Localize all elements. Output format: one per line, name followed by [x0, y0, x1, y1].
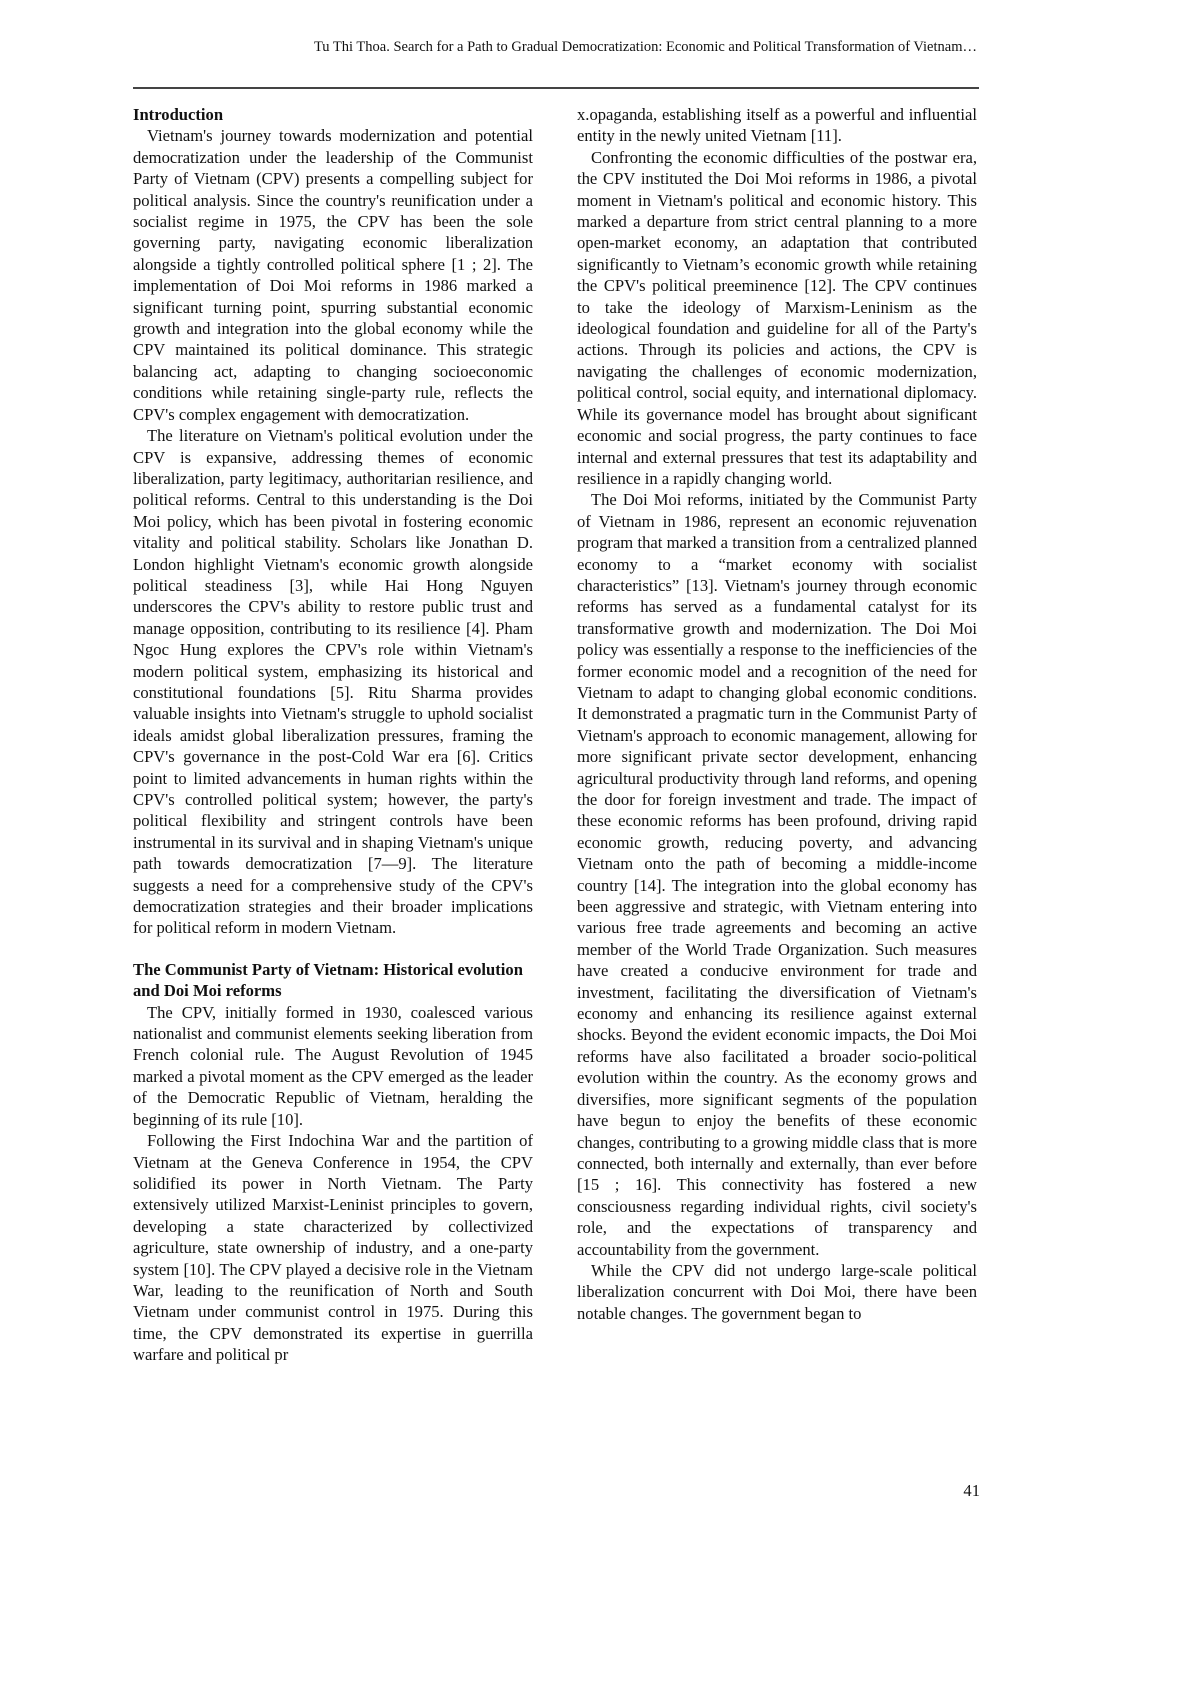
running-header: Tu Thi Thoa. Search for a Path to Gradual Democratization: Economic and Political Transformation of Vietnam… — [313, 39, 977, 55]
paragraph: While the CPV did not undergo large-scale political liberalization concurrent with Doi Moi, there have been notable changes. The government began to — [577, 1260, 977, 1323]
paragraph: The CPV, initially formed in 1930, coalesced various nationalist and communist elements seeking liberation from French colonial rule. The August Revolution of 1945 marked a pivotal moment as the CPV emerged as the leader of the Democratic Republic of Vietnam, heralding the beginning of its rule [10]. — [133, 1002, 533, 1129]
page-number: 41 — [963, 1481, 980, 1500]
header-rule — [133, 87, 979, 89]
paragraph: The Doi Moi reforms, initiated by the Communist Party of Vietnam in 1986, represent an economic rejuvenation program that marked a transition from a centralized planned economy to a “market economy with socialist characteristics” [13]. Vietnam's journey through economic reforms has served as a fundamental catalyst for its transformative growth and modernization. The Doi Moi policy was essentially a response to the inefficiencies of the former economic model and a recognition of the need for Vietnam to adapt to changing global economic conditions. It demonstrated a pragmatic turn in the Communist Party of Vietnam's approach to economic management, allowing for more significant private sector development, enhancing agricultural productivity through land reforms, and opening the door for foreign investment and trade. The impact of these economic reforms has been profound, driving rapid economic growth, reducing poverty, and advancing Vietnam onto the path of becoming a middle-income country [14]. The integration into the global economy has been aggressive and strategic, with Vietnam entering into various free trade agreements and becoming an active member of the World Trade Organization. Such measures have created a conducive environment for trade and investment, facilitating the diversification of Vietnam's economy and enhancing its resilience against external shocks. Beyond the evident economic impacts, the Doi Moi reforms have also facilitated a broader socio-political evolution within the country. As the economy grows and diversifies, more significant segments of the population have begun to enjoy the benefits of these economic changes, contributing to a growing middle class that is more connected, both internally and externally, than ever before [15 ; 16]. This connectivity has fostered a new consciousness regarding individual rights, civil society's role, and the expectations of transparency and accountability from the government. — [577, 490, 978, 1259]
paragraph-continuation: x.opaganda, establishing itself as a powerful and influential entity in the newly united Vietnam [11]. — [577, 105, 977, 146]
paragraph: The literature on Vietnam's political evolution under the CPV is expansive, addressing themes of economic liberalization, party legitimacy, authoritarian resilience, and political reforms. Central to this understanding is the Doi Moi policy, which has been pivotal in fostering economic vitality and political stability. Scholars like Jonathan D. London highlight Vietnam's economic growth alongside political steadiness [3], while Hai Hong Nguyen underscores the CPV's ability to restore public trust and manage opposition, contributing to its resilience [4]. Pham Ngoc Hung explores the CPV's role within Vietnam's modern political system, emphasizing its historical and constitutional foundations [5]. Ritu Sharma provides valuable insights into Vietnam's struggle to uphold socialist ideals amidst global liberalization pressures, framing the CPV's governance in the post-Cold War era [6]. Critics point to limited advancements in human rights within the CPV's controlled political system; however, the party's political flexibility and stringent controls have been instrumental in its survival and in shaping Vietnam's unique path towards democratization [7—9]. The literature suggests a need for a comprehensive study of the CPV's democratization strategies and their broader implications for political reform in modern Vietnam. — [133, 426, 533, 938]
right-column — [577, 104, 977, 1324]
paragraph: Vietnam's journey towards modernization and potential democratization under the leadership of the Communist Party of Vietnam (CPV) presents a compelling subject for political analysis. Since the country's reunification under a socialist regime in 1975, the CPV has been the sole governing party, navigating economic liberalization alongside a tightly controlled political sphere [1 ; 2]. The implementation of Doi Moi reforms in 1986 marked a significant turning point, spurring substantial economic growth and integration into the global economy while the CPV maintained its political dominance. This strategic balancing act, adapting to changing socioeconomic conditions while retaining single-party rule, reflects the CPV's complex engagement with democratization. — [133, 126, 533, 424]
section-heading-introduction: Introduction — [133, 105, 224, 124]
section-heading-history: The Communist Party of Vietnam: Historical evolution and Doi Moi reforms — [133, 959, 523, 1001]
paragraph: Following the First Indochina War and the partition of Vietnam at the Geneva Conference in 1954, the CPV solidified its power in North Vietnam. The Party extensively utilized Marxist-Leninist principles to govern, developing a state characterized by collectivized agriculture, state ownership of industry, and a one-party system [10]. The CPV played a decisive role in the Vietnam War, leading to the reunification of North and South Vietnam under communist control in 1975. During this time, the CPV demonstrated its expertise in guerrilla warfare and political pr — [133, 1131, 533, 1365]
paragraph: Confronting the economic difficulties of the postwar era, the CPV instituted the Doi Moi reforms in 1986, a pivotal moment in Vietnam's political and economic history. This marked a departure from strict central planning to a more open-market economy, an adaptation that contributed significantly to Vietnam’s economic growth while retaining the CPV's political preeminence [12]. The CPV continues to take the ideology of Marxism-Leninism as the ideological foundation and guideline for all of the Party's actions. Through its policies and actions, the CPV is navigating the challenges of economic modernization, political control, social equity, and international diplomacy. While its governance model has brought about significant economic and social progress, the party continues to face internal and external pressures that test its adaptability and resilience in a rapidly changing world. — [577, 147, 977, 488]
left-column — [133, 104, 533, 1366]
